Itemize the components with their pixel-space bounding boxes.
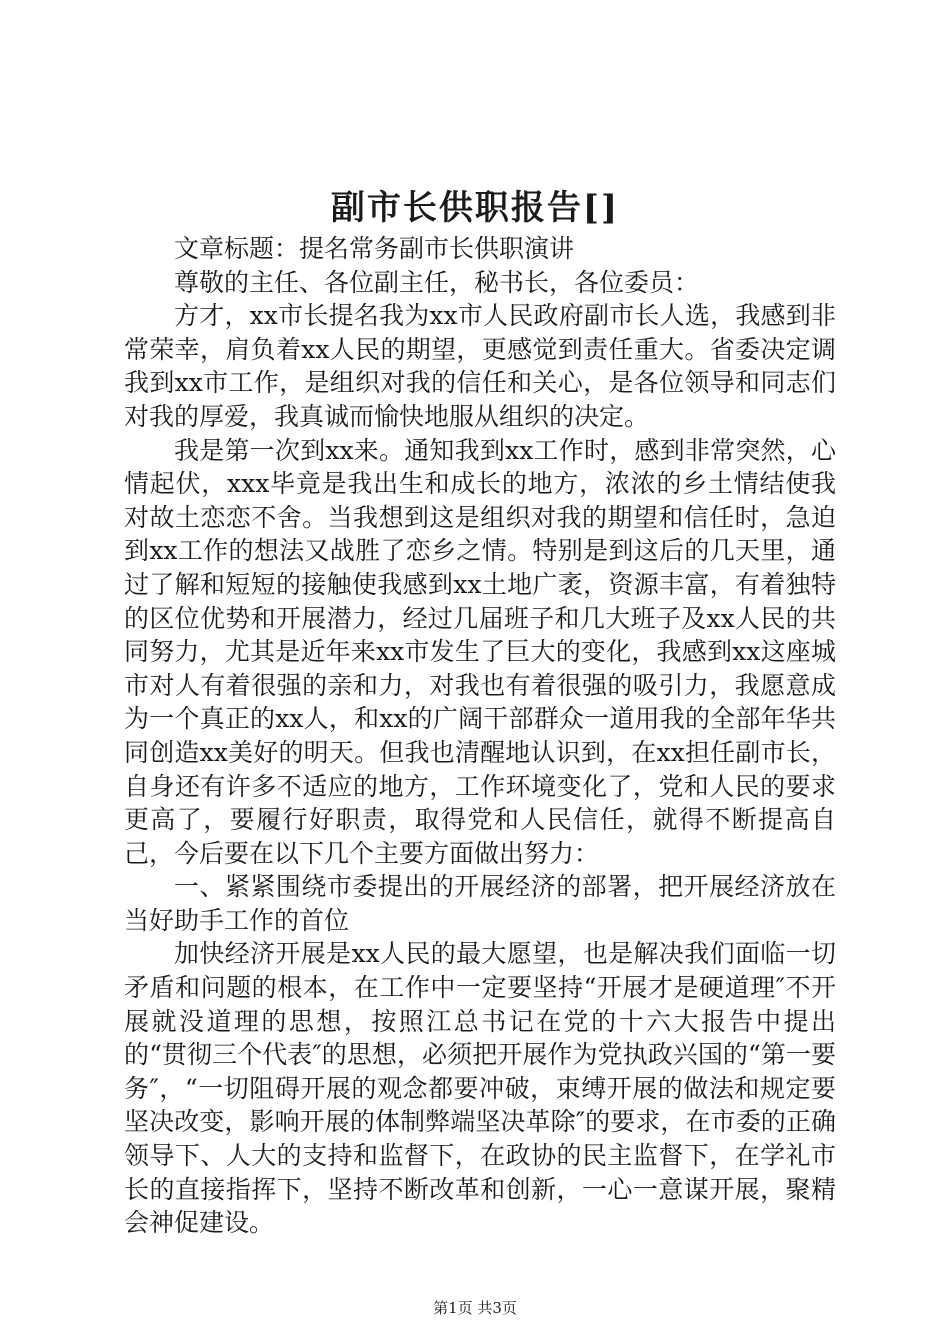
section-heading: 一、紧紧围绕市委提出的开展经济的部署，把开展经济放在当好助手工作的首位 (124, 872, 836, 935)
document-body (124, 232, 836, 1240)
paragraph: 方才，xx市长提名我为xx市人民政府副市长人选，我感到非常荣幸，肩负着xx人民的期望，更感觉到责任重大。省委决定调我到xx市工作，是组织对我的信任和关心，是各位领导和同志们对我的厚爱，我真诚而愉快地服从组织的决定。 (124, 301, 836, 431)
paragraph: 我是第一次到xx来。通知我到xx工作时，感到非常突然，心情起伏，xxx毕竟是我出生和成长的地方，浓浓的乡土情结使我对故土恋恋不舍。当我想到这是组织对我的期望和信任时，急迫到xx工作的想法又战胜了恋乡之情。特别是到这后的几天里，通过了解和短短的接触使我感到xx土地广袤，资源丰富，有着独特的区位优势和开展潜力，经过几届班子和几大班子及xx人民的共同努力，尤其是近年来xx市发生了巨大的变化，我感到xx这座城市对人有着很强的亲和力，对我也有着很强的吸引力，我愿意成为一个真正的xx人，和xx的广阔干部群众一道用我的全部年华共同创造xx美好的明天。但我也清醒地认识到，在xx担任副市长，自身还有许多不适应的地方，工作环境变化了，党和人民的要求更高了，要履行好职责，取得党和人民信任，就得不断提高自己，今后要在以下几个主要方面做出努力： (124, 435, 836, 868)
paragraph: 加快经济开展是xx人民的最大愿望，也是解决我们面临一切矛盾和问题的根本，在工作中一定要坚持“开展才是硬道理″不开展就没道理的思想，按照江总书记在党的十六大报告中提出的“贯彻三个代表″的思想，必须把开展作为党执政兴国的“第一要务″，“一切阻碍开展的观念都要冲破，束缚开展的做法和规定要坚决改变，影响开展的体制弊端坚决革除″的要求，在市委的正确领导下、人大的支持和监督下，在政协的民主监督下，在学礼市长的直接指挥下，坚持不断改革和创新，一心一意谋开展，聚精会神促建设。 (124, 939, 836, 1238)
article-title-line: 文章标题：提名常务副市长供职演讲 (174, 234, 575, 263)
document-title: 副市长供职报告[] (330, 188, 620, 228)
salutation: 尊敬的主任、各位副主任，秘书长，各位委员： (174, 267, 700, 297)
page-number-footer: 第1页 共3页 (433, 1299, 517, 1317)
